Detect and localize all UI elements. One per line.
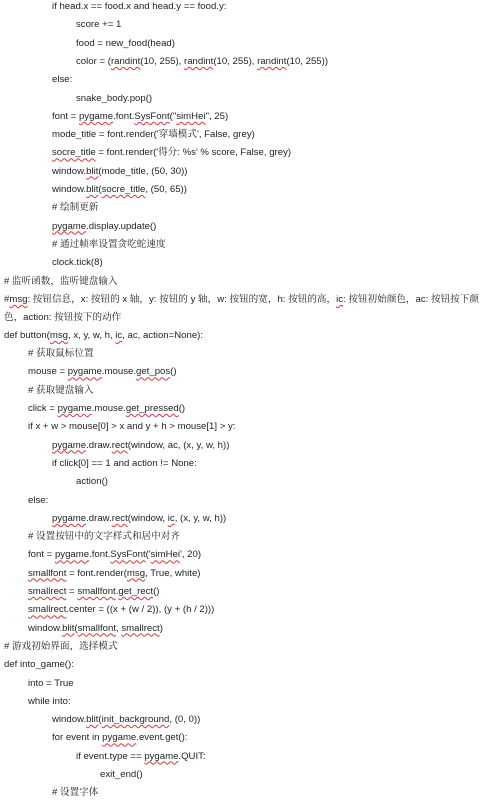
code-line: mode_title = font.render('穿墙模式', False, grey) (52, 129, 255, 141)
code-line: action() (76, 476, 108, 488)
code-line: if head.x == food.x and head.y == food.y: (52, 1, 227, 12)
code-line: while into: (28, 695, 71, 707)
code-line: click = pygame.mouse.get_pressed() (28, 403, 186, 414)
code-line: food = new_food(head) (76, 37, 175, 49)
code-line: else: (28, 494, 49, 506)
code-line: else: (52, 74, 73, 86)
code-line: smallrect.center = ((x + (w / 2)), (y + (h / 2))) (28, 604, 215, 616)
comment-line: # 通过帧率设置贪吃蛇速度 (52, 238, 166, 250)
code-line: for event in pygame.event.get(): (52, 732, 188, 744)
comment-line: # 获取鼠标位置 (28, 348, 94, 360)
comment-line: # 绘制更新 (52, 202, 99, 214)
code-line: pygame.draw.rect(window, ic, (x, y, w, h)) (52, 512, 227, 524)
code-line: if x + w > mouse[0] > x and y + h > mouse[1] > y: (28, 421, 236, 433)
comment-line: #msg: 按钮信息，x: 按钮的 x 轴，y: 按钮的 y 轴，w: 按钮的宽，h: 按钮的高，ic: 按钮初始颜色，ac: 按钮按下颜色，action: 按钮按下的动作 (4, 293, 479, 323)
code-line: def into_game(): (4, 659, 74, 671)
comment-line: # 设置按钮中的文字样式和居中对齐 (28, 531, 180, 543)
code-line: font = pygame.font.SysFont('simHei', 20) (28, 549, 202, 561)
code-line: pygame.display.update() (52, 220, 157, 232)
code-line: def button(msg, x, y, w, h, ic, ac, action=None): (4, 329, 204, 341)
code-line: smallrect = smallfont.get_rect() (28, 586, 160, 597)
code-line: into = True (28, 677, 74, 689)
code-line: score += 1 (76, 19, 122, 31)
code-line: exit_end() (100, 769, 143, 780)
code-line: color = (randint(10, 255), randint(10, 255), randint(10, 255)) (76, 55, 329, 67)
code-line: mouse = pygame.mouse.get_pos() (28, 366, 177, 378)
code-line: window.blit(init_background, (0, 0)) (52, 714, 201, 726)
comment-line: # 监听函数，监听键盘输入 (4, 275, 118, 287)
comment-line: # 游戏初始界面，选择模式 (4, 640, 118, 652)
code-line: socre_title = font.render('得分: %s' % score, False, grey) (52, 147, 292, 159)
code-line: clock.tick(8) (52, 257, 103, 269)
code-line: window.blit(socre_title, (50, 65)) (52, 184, 187, 195)
code-line: snake_body.pop() (76, 92, 153, 104)
code-line: pygame.draw.rect(window, ac, (x, y, w, h)) (52, 439, 230, 451)
code-line: window.blit(smallfont, smallrect) (28, 622, 163, 634)
code-line: smallfont = font.render(msg, True, white) (28, 567, 201, 579)
code-line: if event.type == pygame.QUIT: (76, 750, 206, 762)
code-line: if click[0] == 1 and action != None: (52, 457, 197, 469)
code-line: font = pygame.font.SysFont("simHei", 25) (52, 110, 229, 122)
comment-line: # 设置字体 (52, 787, 99, 799)
comment-line: # 获取键盘输入 (28, 384, 94, 396)
code-line: window.blit(mode_title, (50, 30)) (52, 165, 188, 177)
